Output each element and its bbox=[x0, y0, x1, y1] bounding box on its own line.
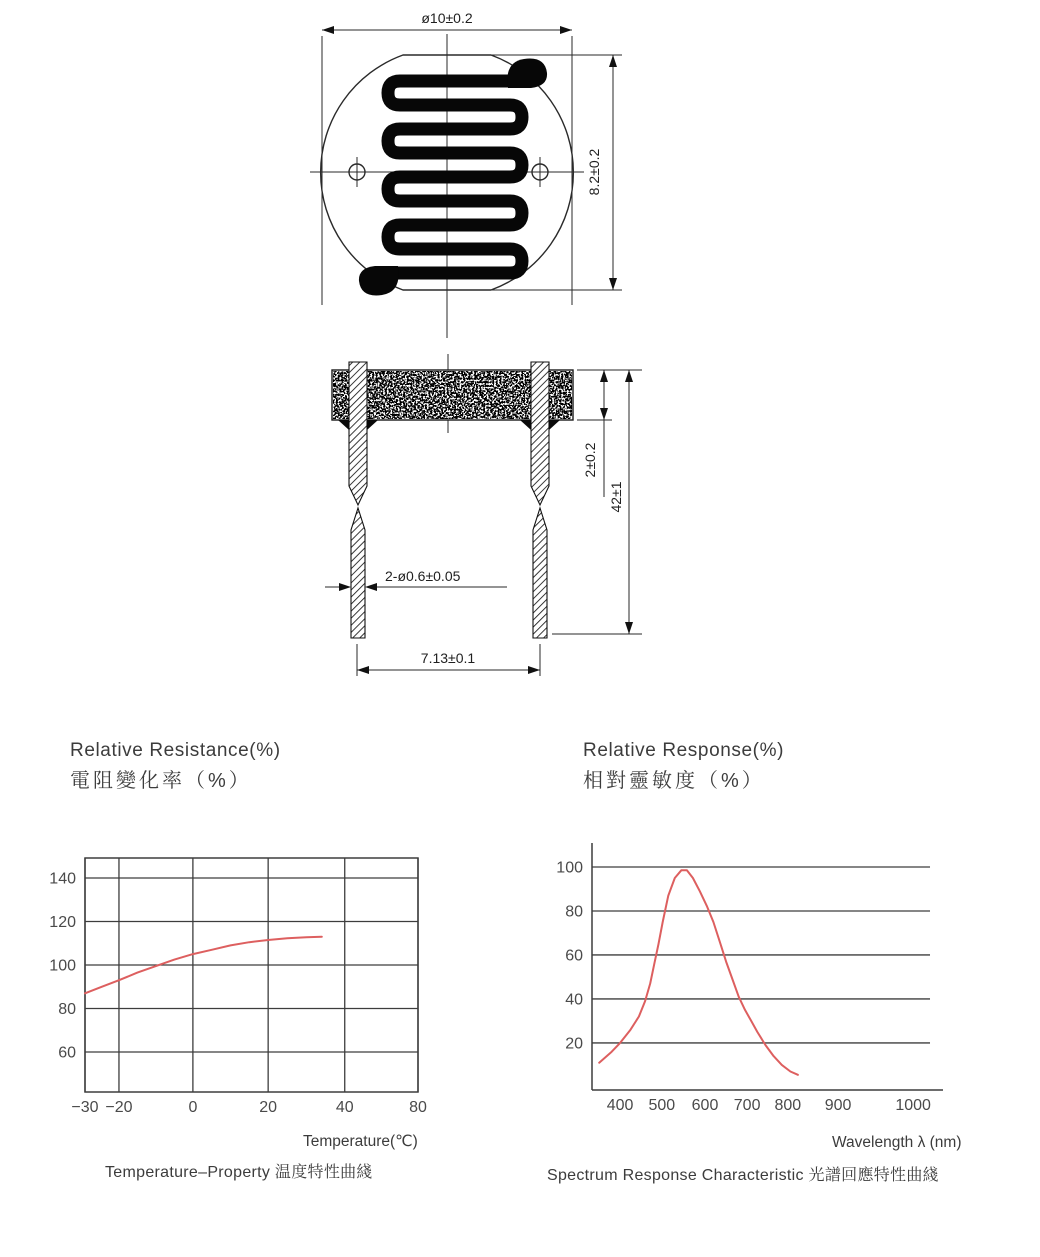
x-tick-label: 700 bbox=[733, 1097, 761, 1114]
temperature-x-axis-label: Temperature(℃) bbox=[303, 1133, 418, 1150]
dim-lead-diameter-label: 2-ø0.6±0.05 bbox=[385, 568, 461, 584]
serpentine-electrode-pattern bbox=[359, 59, 547, 296]
relative_response_vs_wavelength-curve bbox=[599, 870, 798, 1075]
dim-lead-length-label: 42±1 bbox=[608, 481, 624, 513]
y-tick-label: 100 bbox=[49, 957, 76, 975]
y-tick-label: 120 bbox=[49, 914, 76, 932]
x-tick-label: −20 bbox=[105, 1099, 133, 1116]
dim-thickness-label: 2±0.2 bbox=[582, 442, 598, 478]
y-tick-label: 40 bbox=[565, 991, 583, 1009]
dim-body-height-label: 8.2±0.2 bbox=[586, 148, 602, 196]
temperature-chart-caption: Temperature–Property 温度特性曲綫 bbox=[105, 1164, 373, 1181]
x-tick-label: 400 bbox=[606, 1097, 634, 1114]
spectrum-chart-title-en: Relative Response(%) bbox=[583, 740, 785, 761]
x-tick-label: 80 bbox=[409, 1099, 427, 1116]
y-tick-label: 20 bbox=[565, 1035, 583, 1053]
y-tick-label: 100 bbox=[556, 859, 583, 877]
x-tick-label: 800 bbox=[774, 1097, 802, 1114]
x-tick-label: 40 bbox=[335, 1099, 354, 1116]
top-view-drawing bbox=[310, 10, 622, 338]
dim-lead-spacing-label: 7.13±0.1 bbox=[420, 650, 476, 666]
charts-canvas bbox=[0, 840, 1040, 1140]
y-tick-label: 80 bbox=[58, 1000, 76, 1018]
temperature-chart bbox=[49, 858, 427, 1116]
spectrum-chart bbox=[556, 843, 943, 1114]
electrode-pad-bottom-left bbox=[359, 266, 399, 295]
electrode-pad-top-right bbox=[507, 59, 547, 88]
x-tick-label: 1000 bbox=[895, 1097, 931, 1114]
temperature-chart-title-en: Relative Resistance(%) bbox=[70, 740, 281, 761]
y-tick-label: 140 bbox=[49, 870, 76, 888]
x-tick-label: 600 bbox=[691, 1097, 719, 1114]
side-view-drawing bbox=[325, 354, 642, 676]
temperature-chart-title-zh: 電阻變化率（%） bbox=[70, 770, 252, 792]
y-tick-label: 60 bbox=[565, 947, 583, 965]
x-tick-label: 500 bbox=[648, 1097, 676, 1114]
y-tick-label: 80 bbox=[565, 903, 583, 921]
dim-thickness bbox=[577, 370, 642, 497]
lead-left bbox=[349, 362, 367, 638]
x-tick-label: 0 bbox=[188, 1099, 198, 1116]
x-tick-label: 900 bbox=[824, 1097, 852, 1114]
lead-fillets bbox=[338, 420, 560, 430]
x-tick-label: −30 bbox=[71, 1099, 99, 1116]
wavelength-x-axis-label: Wavelength λ (nm) bbox=[832, 1134, 962, 1151]
spectrum-chart-title-zh: 相對靈敏度（%） bbox=[583, 770, 765, 792]
lead-right bbox=[531, 362, 549, 638]
y-tick-label: 60 bbox=[58, 1044, 76, 1062]
dim-lead-spacing bbox=[357, 644, 540, 676]
dim-diameter-label: ø10±0.2 bbox=[421, 10, 473, 26]
spectrum-chart-caption: Spectrum Response Characteristic 光譜回應特性曲綫 bbox=[547, 1167, 939, 1184]
x-tick-label: 20 bbox=[259, 1099, 278, 1116]
plot-border bbox=[85, 858, 418, 1092]
